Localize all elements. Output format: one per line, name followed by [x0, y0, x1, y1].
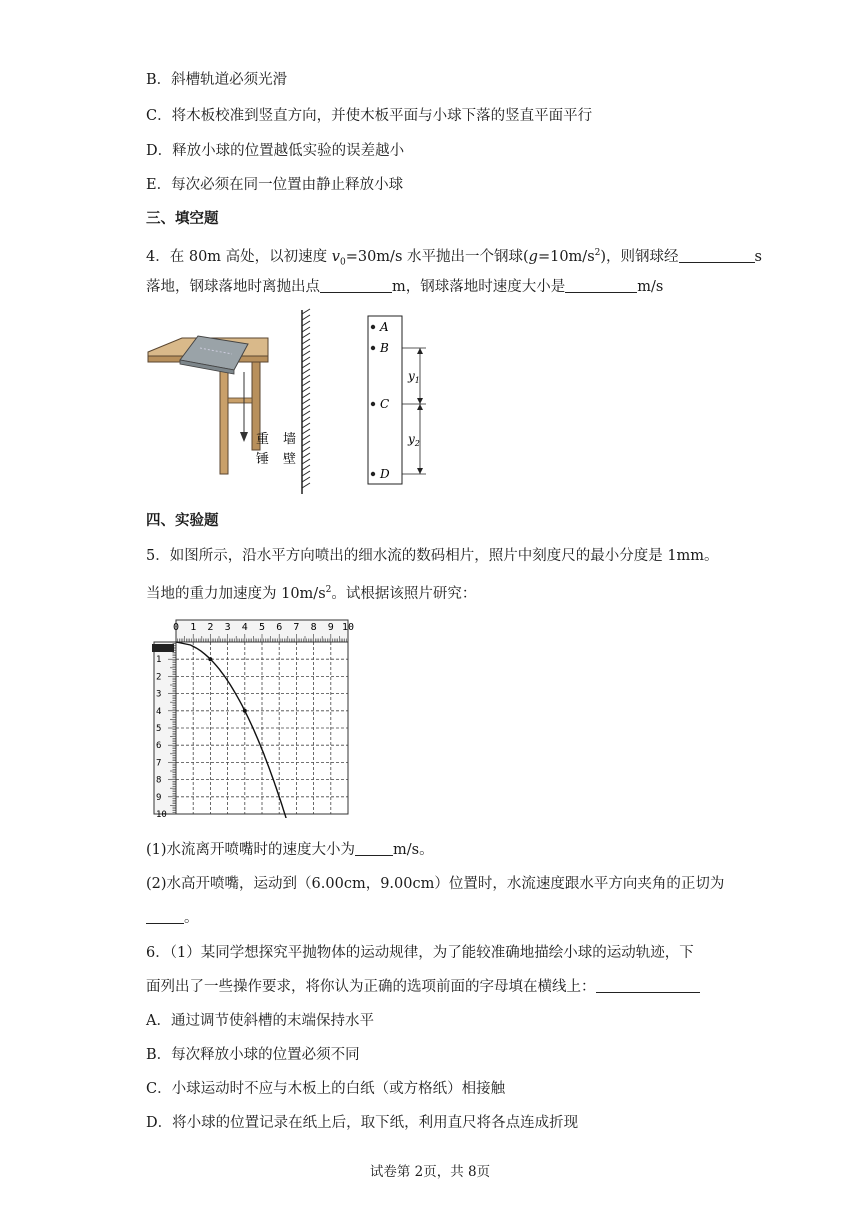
option-d: D．释放小球的位置越低实验的误差越小 [146, 143, 405, 159]
answer-blank[interactable] [596, 977, 700, 993]
top-ruler-label: 4 [241, 622, 248, 633]
top-ruler-label: 1 [190, 622, 197, 633]
left-ruler-label: 9 [156, 792, 162, 803]
answer-blank[interactable] [679, 247, 755, 263]
question-4-line2: 落地，钢球落地时离抛出点 m，钢球落地时速度大小是 m/s [146, 279, 664, 295]
top-ruler-label: 3 [224, 622, 231, 633]
option-b: B．斜槽轨道必须光滑 [146, 72, 288, 88]
top-ruler-label: 6 [276, 622, 283, 633]
left-ruler-label: 3 [156, 689, 162, 700]
question-5-line1: 5．如图所示，沿水平方向喷出的细水流的数码相片，照片中刻度尺的最小分度是 1mm。 [146, 548, 719, 564]
water-stream-photo [148, 618, 358, 818]
left-ruler-label: 2 [156, 672, 162, 683]
left-ruler-label: 5 [156, 724, 162, 734]
q6-option-d: D．将小球的位置记录在纸上后，取下纸，利用直尺将各点连成折现 [146, 1115, 579, 1131]
weight-label-2: 锤 [256, 452, 270, 467]
top-ruler-label: 5 [259, 622, 266, 633]
option-e: E．每次必须在同一位置由静止释放小球 [146, 177, 404, 193]
y2-label: $y_2$ [408, 432, 420, 448]
top-ruler-label: 2 [207, 622, 214, 633]
top-ruler-label: 0 [173, 622, 180, 633]
page-footer: 试卷第 2页，共 8页 [369, 1164, 491, 1180]
point-b-label: B [380, 341, 389, 355]
top-ruler-label: 7 [293, 622, 300, 633]
question-5-part2-cont: 。 [146, 908, 199, 928]
section-heading-fill: 三、填空题 [146, 211, 219, 227]
question-5-line2: 当地的重力加速度为 $10m/s^2$。试根据该照片研究： [146, 585, 477, 602]
answer-blank[interactable] [565, 277, 637, 293]
answer-blank[interactable] [355, 840, 393, 856]
q6-option-a: A．通过调节使斜槽的末端保持水平 [146, 1013, 374, 1029]
point-a-label: A [380, 320, 389, 334]
question-5-part2: (2)水高开喷嘴，运动到（6.00cm，9.00cm）位置时，水流速度跟水平方向夹角的正切为 [146, 876, 725, 892]
question-6-line1: 6．（1）某同学想探究平抛物体的运动规律，为了能较准确地描绘小球的运动轨迹，下 [146, 945, 694, 961]
top-ruler-label: 10 [342, 622, 355, 633]
point-d-label: D [380, 467, 390, 481]
apparatus-figure [140, 308, 430, 498]
left-ruler-label: 8 [156, 775, 162, 786]
question-6-line2: 面列出了一些操作要求，将你认为正确的选项前面的字母填在横线上： [146, 977, 700, 997]
q6-option-b: B．每次释放小球的位置必须不同 [146, 1047, 360, 1063]
top-ruler-label: 9 [327, 622, 334, 633]
section-heading-experiment: 四、实验题 [146, 513, 219, 529]
wall-label-1: 墙 [283, 432, 297, 447]
wall-label-2: 壁 [283, 452, 297, 467]
question-4-line1: 4．在 80m 高处，以初速度 $v_0=30m/s$ 水平抛出一个钢球$(g=10m/s^2)$，则钢球经 s [146, 248, 762, 268]
left-ruler-label: 7 [156, 758, 162, 769]
y1-label: $y_1$ [408, 369, 420, 385]
left-ruler-label: 6 [156, 741, 162, 752]
left-ruler-label: 4 [156, 706, 162, 717]
answer-blank[interactable] [146, 908, 184, 924]
point-c-label: C [380, 397, 390, 411]
weight-label-1: 重 [256, 432, 270, 447]
left-ruler-label: 1 [156, 655, 162, 666]
left-ruler-label: 10 [156, 810, 167, 818]
option-c: C．将木板校准到竖直方向，并使木板平面与小球下落的竖直平面平行 [146, 108, 593, 124]
top-ruler-label: 8 [310, 622, 317, 633]
q6-option-c: C．小球运动时不应与木板上的白纸（或方格纸）相接触 [146, 1081, 506, 1097]
question-5-part1: (1)水流离开喷嘴时的速度大小为 m/s。 [146, 842, 434, 858]
answer-blank[interactable] [320, 277, 392, 293]
